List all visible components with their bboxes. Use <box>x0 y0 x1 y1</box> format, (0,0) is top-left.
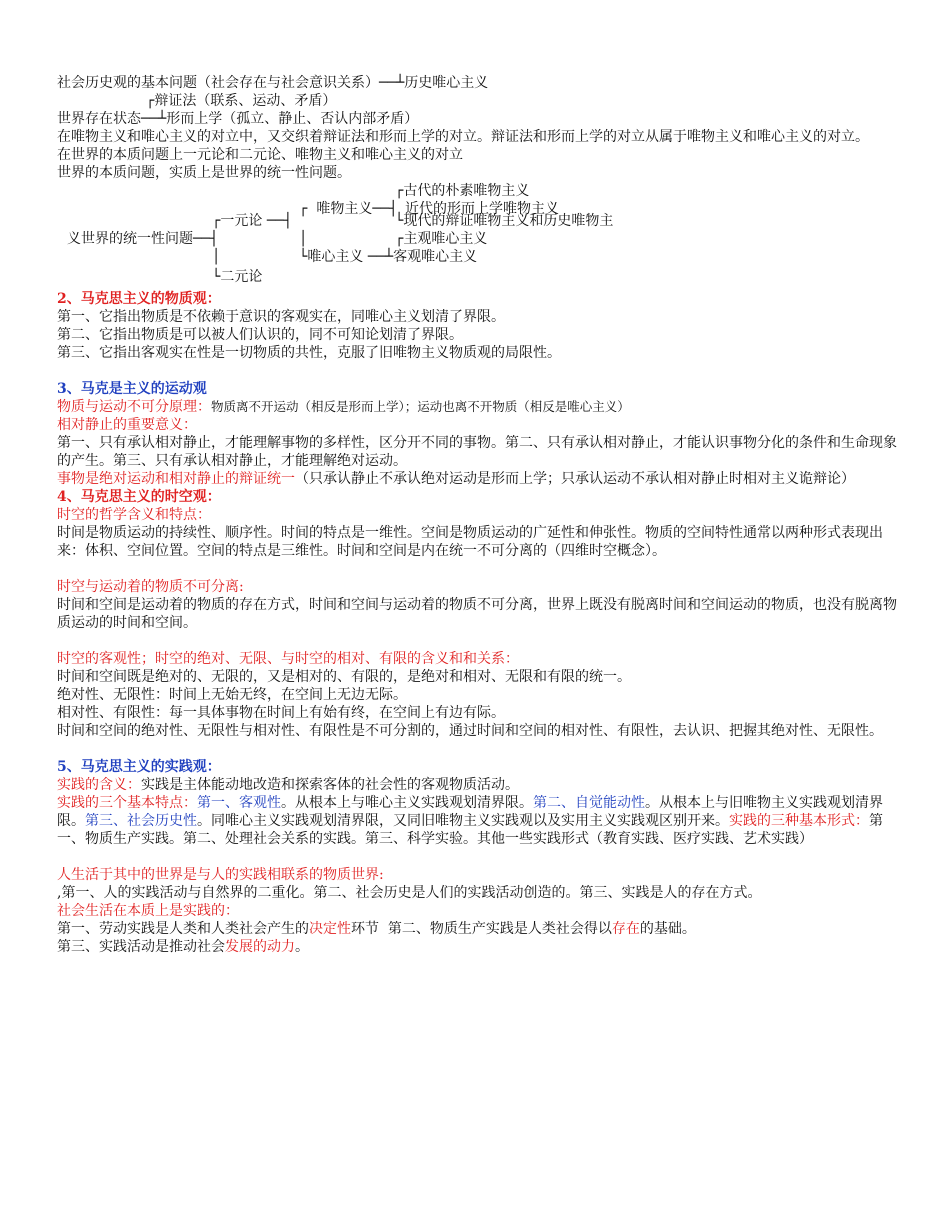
section-4-heading: 4、马克思主义的时空观： <box>57 489 221 505</box>
spacetime-meaning-label: 时空的哲学含义和特点： <box>57 507 211 523</box>
tree-monism: ┌一元论 ──┤ <box>212 213 293 229</box>
intro-line-4: 在唯物主义和唯心主义的对立中，又交织着辩证法和形而上学的对立。辩证法和形而上学的对立从属于唯物主义和唯心主义的对立。 <box>57 129 869 145</box>
objectivity-line-3: 相对性、有限性：每一具体事物在时间上有始有终，在空间上有边有际。 <box>57 705 505 721</box>
objectivity-line-1: 时间和空间既是绝对的、无限的，又是相对的、有限的，是绝对和相对、无限和有限的统一。 <box>57 669 631 685</box>
feature-3-label: 第三、社会历史性 <box>85 813 197 829</box>
inseparable-text: 时间和空间是运动着的物质的存在方式，时间和空间与运动着的物质不可分离，世界上既没有脱离时间和空间运动的物质，也没有脱离物质运动的时间和空间。 <box>57 597 897 631</box>
tree-materialism: ┌ 唯物主义──┤ <box>299 201 398 217</box>
principle-text: 物质离不开运动（相反是形而上学）；运动也离不开物质（相反是唯心主义） <box>211 399 630 414</box>
tree-connector: │ <box>212 249 221 265</box>
practice-features <box>57 794 897 848</box>
feature-1-label: 第一、客观性 <box>197 795 281 811</box>
spacetime-meaning-text: 时间是物质运动的持续性、顺序性。时间的特点是一维性。空间是物质运动的广延性和伸张性。物质的空间特性通常以两种形式表现出来：体积、空间位置。空间的特点是三维性。时间和空间是内在统一不可分离的（四维时空概念）。 <box>57 525 883 559</box>
social-life-label: 社会生活在本质上是实践的： <box>57 903 239 919</box>
forms-text: 第一、物质生产实践。第二、处理社会关系的实践。第三、科学实验。其他一些实践形式（教育实践、医疗实践、艺术实践） <box>57 813 883 847</box>
practice-meaning-label: 实践的含义： <box>57 777 141 793</box>
existence-highlight: 存在 <box>611 921 640 937</box>
feature-1-text: 。从根本上与唯心主义实践观划清界限。 <box>281 795 533 811</box>
section-3-principle <box>57 398 897 416</box>
relative-rest-label: 相对静止的重要意义： <box>57 417 197 433</box>
practice-world-text: ,第一、人的实践活动与自然界的二重化。第二、社会历史是人们的实践活动创造的。第三、实践是人的存在方式。 <box>57 885 762 901</box>
world-unity-tree <box>57 182 897 290</box>
section-5-heading: 5、马克思主义的实践观： <box>57 759 221 775</box>
objectivity-line-4: 时间和空间的绝对性、无限性与相对性、有限性是不可分割的，通过时间和空间的相对性、有限性，去认识、把握其绝对性、无限性。 <box>57 723 883 739</box>
feature-2-text: 。从根本上与旧唯物主义实践观划清界限。 <box>57 795 883 829</box>
practice-world-label: 人生活于其中的世界是与人的实践相联系的物质世界: <box>57 867 384 883</box>
tree-dualism: └二元论 <box>212 269 263 285</box>
practice-meaning <box>57 776 897 794</box>
tree-root: 义世界的统一性问题──┤ <box>67 231 219 247</box>
intro-line-2: ┌辩证法（联系、运动、矛盾） <box>57 93 337 109</box>
intro-line-5: 在世界的本质问题上一元论和二元论、唯物主义和唯心主义的对立 <box>57 147 463 163</box>
inseparable-label: 时空与运动着的物质不可分离: <box>57 579 244 595</box>
dialectical-unity-text: （只承认静止不承认绝对运动是形而上学；只承认运动不承认相对静止时相对主义诡辩论） <box>295 471 855 487</box>
dialectical-unity <box>57 470 897 488</box>
section-2-point-3: 第三、它指出客观实在性是一切物质的共性，克服了旧唯物主义物质观的局限性。 <box>57 345 561 361</box>
features-label: 实践的三个基本特点： <box>57 795 197 811</box>
section-3-heading: 3、马克是主义的运动观 <box>57 381 207 397</box>
practice-meaning-text: 实践是主体能动地改造和探索客体的社会性的客观物质活动。 <box>141 777 519 793</box>
tree-dialectical-materialism: └现代的辩证唯物主义和历史唯物主 <box>395 213 614 229</box>
section-2-point-2: 第二、它指出物质是可以被人们认识的，同不可知论划清了界限。 <box>57 327 463 343</box>
objectivity-label: 时空的客观性；时空的绝对、无限、与时空的相对、有限的含义和和关系： <box>57 651 519 667</box>
intro-line-6: 世界的本质问题，实质上是世界的统一性问题。 <box>57 165 351 181</box>
development-highlight: 发展的动力 <box>225 939 295 955</box>
social-life-line-1: 第一、劳动实践是人类和人类社会产生的决定性环节 第二、物质生产实践是人类社会得以存在的基础。 <box>57 921 696 937</box>
relative-rest-text: 第一、只有承认相对静止，才能理解事物的多样性，区分开不同的事物。第二、只有承认相对静止，才能认识事物分化的条件和生命现象的产生。第三、只有承认相对静止，才能理解绝对运动。 <box>57 435 897 469</box>
tree-subjective-idealism: ┌主观唯心主义 <box>395 231 488 247</box>
tree-ancient-materialism: ┌古代的朴素唯物主义 <box>395 183 530 199</box>
intro-line-1: 社会历史观的基本问题（社会存在与社会意识关系）──┴历史唯心主义 <box>57 75 489 91</box>
section-2-heading: 2、马克思主义的物质观： <box>57 291 221 307</box>
social-life-line-2: 第三、实践活动是推动社会发展的动力。 <box>57 939 309 955</box>
document-page <box>57 74 897 956</box>
intro-line-3: 世界存在状态──┴形而上学（孤立、静止、否认内部矛盾） <box>57 111 419 127</box>
principle-label: 物质与运动不可分原理： <box>57 399 211 415</box>
tree-modern-metaphysical: 近代的形而上学唯物主义 <box>405 201 559 217</box>
tree-connector: │ <box>299 231 308 247</box>
feature-2-label: 第二、自觉能动性 <box>533 795 645 811</box>
tree-idealism: └唯心主义 ──┴客观唯心主义 <box>299 249 478 265</box>
decisive-highlight: 决定性 <box>309 921 351 937</box>
objectivity-line-2: 绝对性、无限性：时间上无始无终，在空间上无边无际。 <box>57 687 407 703</box>
section-2-point-1: 第一、它指出物质是不依赖于意识的客观实在，同唯心主义划清了界限。 <box>57 309 505 325</box>
feature-3-text: 。同唯心主义实践观划清界限，又同旧唯物主义实践观以及实用主义实践观区别开来。 <box>197 813 729 829</box>
dialectical-unity-label: 事物是绝对运动和相对静止的辩证统一 <box>57 471 295 487</box>
forms-label: 实践的三种基本形式： <box>729 813 869 829</box>
